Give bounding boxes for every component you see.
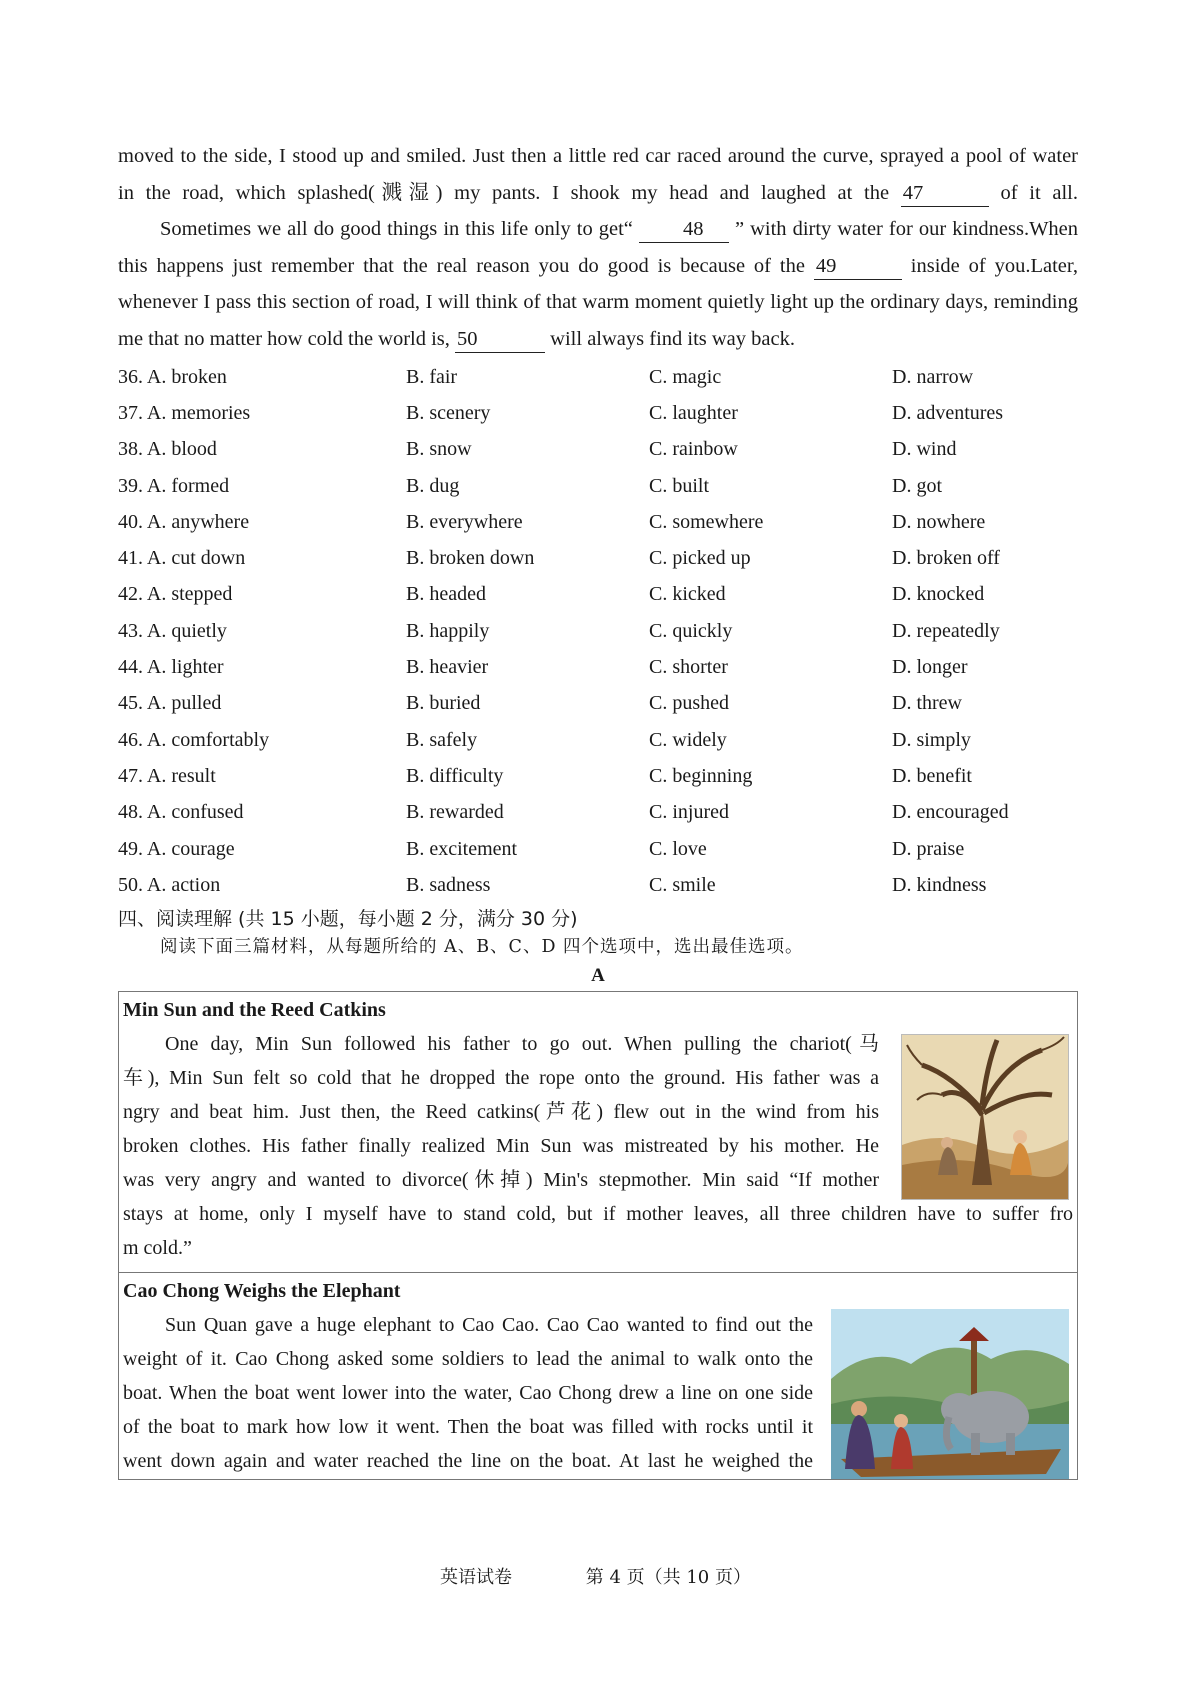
story-line: of the boat to mark how low it went. Then the boat was filled with rocks until it — [123, 1416, 813, 1439]
option-b[interactable]: B. scenery — [406, 401, 491, 424]
option-c[interactable]: C. quickly — [649, 619, 733, 642]
option-a[interactable]: 49. A. courage — [118, 837, 235, 860]
story-line: stays at home, only I myself have to stand cold, but if mother leaves, all three children have to suffer fro — [123, 1203, 1073, 1226]
story-line: boat. When the boat went lower into the water, Cao Chong drew a line on one side — [123, 1382, 813, 1405]
option-d[interactable]: D. praise — [892, 837, 965, 860]
option-a[interactable]: 46. A. comfortably — [118, 728, 270, 751]
option-a[interactable]: 37. A. memories — [118, 401, 251, 424]
section-heading: 四、阅读理解 (共 15 小题，每小题 2 分，满分 30 分) — [118, 908, 578, 931]
question-row — [118, 577, 1078, 613]
option-c[interactable]: C. picked up — [649, 547, 751, 570]
option-b[interactable]: B. difficulty — [406, 764, 504, 787]
option-c[interactable]: C. injured — [649, 801, 729, 824]
option-b[interactable]: B. rewarded — [406, 801, 504, 824]
question-row — [118, 867, 1078, 903]
question-row — [118, 432, 1078, 468]
question-row — [118, 758, 1078, 794]
option-c[interactable]: C. magic — [649, 365, 722, 388]
illustration-svg — [831, 1309, 1069, 1479]
option-b[interactable]: B. broken down — [406, 547, 535, 570]
cloze-passage — [118, 138, 1078, 357]
story-line: went down again and water reached the line on the boat. At last he weighed the — [123, 1450, 813, 1473]
option-c[interactable]: C. beginning — [649, 764, 753, 787]
reading-table — [118, 991, 1078, 1480]
footer-subject: 英语试卷 — [440, 1567, 512, 1588]
option-d[interactable]: D. narrow — [892, 365, 974, 388]
blank-49: 49 — [814, 253, 902, 280]
blank-50: 50 — [455, 326, 545, 353]
blank-48: 48 — [639, 216, 729, 243]
story-line: Sun Quan gave a huge elephant to Cao Cao. Cao Cao wanted to find out the — [165, 1314, 813, 1337]
option-a[interactable]: 43. A. quietly — [118, 619, 227, 642]
option-c[interactable]: C. kicked — [649, 583, 726, 606]
option-a[interactable]: 40. A. anywhere — [118, 510, 250, 533]
question-row — [118, 468, 1078, 504]
option-d[interactable]: D. adventures — [892, 401, 1004, 424]
option-d[interactable]: D. encouraged — [892, 801, 1009, 824]
option-b[interactable]: B. headed — [406, 583, 486, 606]
question-row — [118, 686, 1078, 722]
option-b[interactable]: B. sadness — [406, 873, 491, 896]
option-b[interactable]: B. fair — [406, 365, 458, 388]
question-row — [118, 831, 1078, 867]
min-sun-illustration — [901, 1034, 1069, 1200]
option-c[interactable]: C. somewhere — [649, 510, 764, 533]
footer-page-number: 第 4 页（共 10 页） — [585, 1567, 751, 1588]
page-footer — [0, 1563, 1191, 1589]
question-row — [118, 540, 1078, 576]
option-b[interactable]: B. everywhere — [406, 510, 523, 533]
option-c[interactable]: C. pushed — [649, 692, 729, 715]
option-b[interactable]: B. snow — [406, 438, 472, 461]
story-line: One day, Min Sun followed his father to go out. When pulling the chariot(马 — [165, 1033, 879, 1056]
question-row — [118, 649, 1078, 685]
option-b[interactable]: B. buried — [406, 692, 481, 715]
option-a[interactable]: 45. A. pulled — [118, 692, 222, 715]
option-d[interactable]: D. simply — [892, 728, 971, 751]
option-a[interactable]: 47. A. result — [118, 764, 216, 787]
story-line: 车), Min Sun felt so cold that he dropped the rope onto the ground. His father was a — [123, 1067, 879, 1090]
option-b[interactable]: B. happily — [406, 619, 490, 642]
option-c[interactable]: C. widely — [649, 728, 727, 751]
option-a[interactable]: 38. A. blood — [118, 438, 217, 461]
story-title: Min Sun and the Reed Catkins — [123, 999, 386, 1022]
story-line: m cold.” — [123, 1237, 192, 1260]
option-d[interactable]: D. nowhere — [892, 510, 986, 533]
option-a[interactable]: 42. A. stepped — [118, 583, 233, 606]
option-list — [118, 359, 1078, 903]
story-title: Cao Chong Weighs the Elephant — [123, 1280, 401, 1303]
option-c[interactable]: C. love — [649, 837, 707, 860]
option-d[interactable]: D. threw — [892, 692, 962, 715]
option-c[interactable]: C. rainbow — [649, 438, 738, 461]
question-row — [118, 722, 1078, 758]
passage-line: me that no matter how cold the world is, 50 will always find its way back. — [118, 321, 1078, 358]
passage-line: in the road, which splashed(溅湿) my pants. I shook my head and laughed at the 47 of it all. — [118, 175, 1078, 212]
option-d[interactable]: D. longer — [892, 656, 968, 679]
story-line: weight of it. Cao Chong asked some soldiers to lead the animal to walk onto the — [123, 1348, 813, 1371]
passage-letter: A — [591, 965, 605, 987]
story-line: broken clothes. His father finally realized Min Sun was mistreated by his mother. He — [123, 1135, 879, 1158]
illustration-svg — [902, 1035, 1068, 1199]
option-d[interactable]: D. got — [892, 474, 942, 497]
question-row — [118, 395, 1078, 431]
question-row — [118, 613, 1078, 649]
question-row — [118, 504, 1078, 540]
option-d[interactable]: D. benefit — [892, 764, 972, 787]
option-d[interactable]: D. kindness — [892, 873, 987, 896]
option-a[interactable]: 48. A. confused — [118, 801, 244, 824]
passage-line: whenever I pass this section of road, I will think of that warm moment quietly light up the ordinary days, reminding — [118, 291, 1078, 313]
option-a[interactable]: 50. A. action — [118, 873, 221, 896]
option-c[interactable]: C. shorter — [649, 656, 728, 679]
story-line: ngry and beat him. Just then, the Reed catkins(芦花) flew out in the wind from his — [123, 1101, 879, 1124]
option-b[interactable]: B. excitement — [406, 837, 518, 860]
option-d[interactable]: D. broken off — [892, 547, 1000, 570]
story-cell — [119, 992, 1077, 1273]
section-instruction: 阅读下面三篇材料，从每题所给的 A、B、C、D 四个选项中，选出最佳选项。 — [160, 937, 804, 958]
question-row — [118, 359, 1078, 395]
option-a[interactable]: 44. A. lighter — [118, 656, 224, 679]
passage-line: moved to the side, I stood up and smiled. Just then a little red car raced around the curve, sprayed a pool of water — [118, 145, 1078, 167]
passage-line: this happens just remember that the real reason you do good is because of the 49 inside of you.Later, — [118, 248, 1078, 285]
option-a[interactable]: 41. A. cut down — [118, 547, 246, 570]
option-b[interactable]: B. heavier — [406, 656, 489, 679]
option-c[interactable]: C. smile — [649, 873, 716, 896]
option-c[interactable]: C. laughter — [649, 401, 738, 424]
option-b[interactable]: B. safely — [406, 728, 478, 751]
story-line: was very angry and wanted to divorce(休掉) Min's stepmother. Min said “If mother — [123, 1169, 879, 1192]
blank-47: 47 — [901, 180, 989, 207]
option-d[interactable]: D. knocked — [892, 583, 985, 606]
option-c[interactable]: C. built — [649, 474, 710, 497]
question-row — [118, 795, 1078, 831]
option-b[interactable]: B. dug — [406, 474, 460, 497]
exam-page — [118, 138, 1078, 1480]
passage-line: Sometimes we all do good things in this life only to get“ 48 ” with dirty water for our kindness.When — [118, 211, 1078, 248]
option-d[interactable]: D. wind — [892, 438, 957, 461]
option-a[interactable]: 36. A. broken — [118, 365, 227, 388]
option-a[interactable]: 39. A. formed — [118, 474, 230, 497]
elephant-illustration — [831, 1309, 1069, 1479]
option-d[interactable]: D. repeatedly — [892, 619, 1000, 642]
story-cell — [119, 1273, 1077, 1479]
